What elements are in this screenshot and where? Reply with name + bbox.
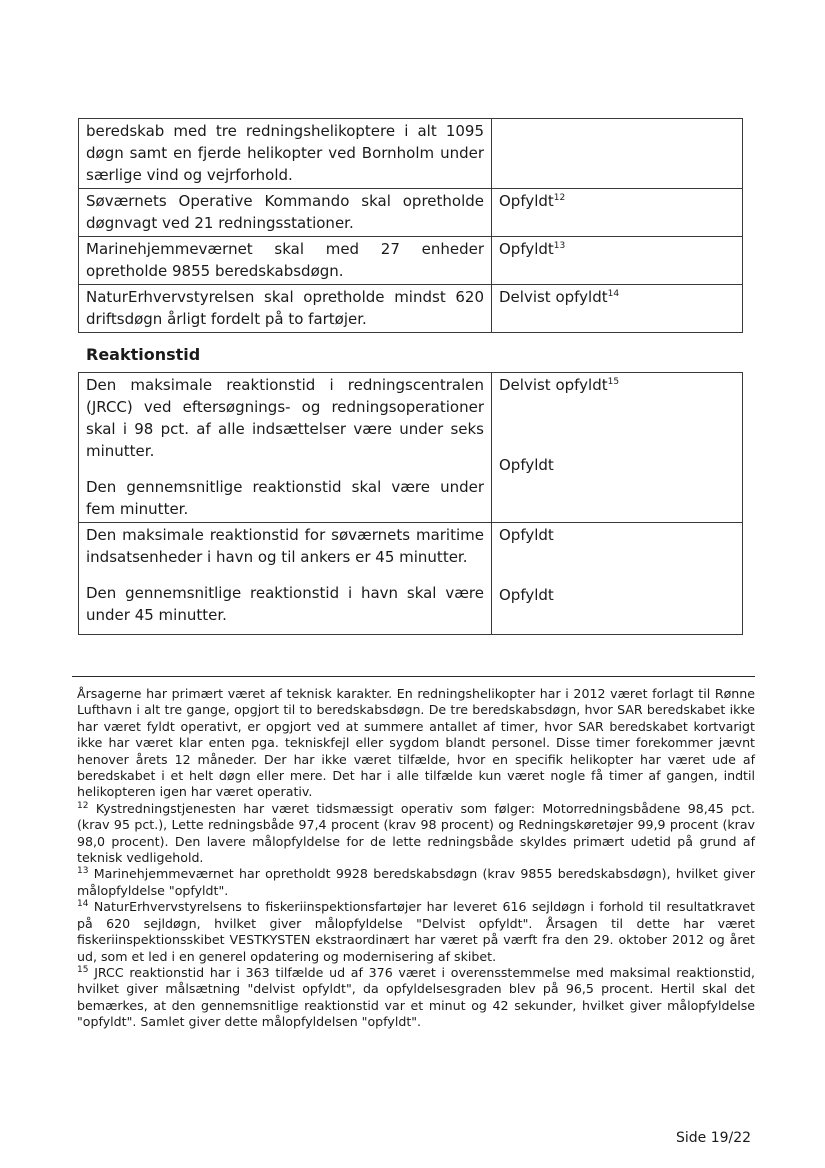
table-row [79, 119, 743, 189]
footnote-ref: 12 [553, 193, 566, 203]
footnote-divider [72, 676, 755, 677]
requirement-cell [79, 523, 492, 635]
table-row [79, 237, 743, 285]
status-cell [492, 373, 743, 523]
page-number: Side 19/22 [676, 1130, 752, 1146]
requirement-cell: NaturErhvervstyrelsen skal opretholde mindst 620 driftsdøgn årligt fordelt på to fartøjer. [79, 285, 492, 333]
footnote [77, 801, 755, 867]
requirement-text: Den maksimale reaktionstid i redningscentralen (JRCC) ved eftersøgnings- og redningsoperationer skal i 98 pct. af alle indsættelser være under seks minutter. [86, 376, 484, 460]
footnote [77, 866, 755, 899]
status-text: Opfyldt [499, 192, 554, 210]
status-text: Opfyldt [499, 586, 554, 604]
status-text: Opfyldt [499, 526, 554, 544]
footnote-text: NaturErhvervstyrelsens to fiskeriinspektionsfartøjer har leveret 616 sejldøgn i forhold til resultatkravet på 620 sejldøgn, hvilket giver målopfyldelse "Delvist opfyldt". Årsagen til dette har været fiskeriinspektionsskibet VESTKYSTEN ekstraordinært har været på værft fra den 29. oktober 2012 og året ud, som et led i en generel opdatering og modernisering af skibet. [77, 899, 755, 964]
status-cell [492, 189, 743, 237]
footnote [77, 899, 755, 965]
requirement-cell: Søværnets Operative Kommando skal opretholde døgnvagt ved 21 redningsstationer. [79, 189, 492, 237]
requirement-text: Den gennemsnitlige reaktionstid i havn skal være under 45 minutter. [86, 584, 484, 624]
requirement-text: Den gennemsnitlige reaktionstid skal være under fem minutter. [86, 478, 484, 518]
footnote-number: 12 [77, 800, 89, 811]
status-text: Delvist opfyldt [499, 288, 608, 306]
requirement-cell: Marinehjemmeværnet skal med 27 enheder opretholde 9855 beredskabsdøgn. [79, 237, 492, 285]
footnote-ref: 14 [607, 289, 620, 299]
table-row [79, 373, 743, 523]
table-row [79, 285, 743, 333]
status-cell [492, 523, 743, 635]
footnotes [77, 686, 755, 1031]
status-text: Opfyldt [499, 456, 554, 474]
status-cell [492, 285, 743, 333]
footnote-text: Kystredningstjenesten har været tidsmæssigt operativ som følger: Motorredningsbådene 98,45 pct. (krav 95 pct.), Lette redningsbåde 97,4 procent (krav 98 procent) og Redningskøretøjer 99,9 procent (krav 98,0 procent). Den lavere målopfyldelse for de lette redningsbåde skyldes primært udetid på grund af teknisk vedligehold. [77, 800, 755, 866]
requirement-text: Den maksimale reaktionstid for søværnets maritime indsatsenheder i havn og til ankers er 45 minutter. [86, 526, 484, 566]
table-row [79, 189, 743, 237]
footnote-continuation: Årsagerne har primært været af teknisk karakter. En redningshelikopter har i 2012 været forlagt til Rønne Lufthavn i alt tre gange, opgjort til to beredskabsdøgn. De tre beredskabsdøgn, hvor SAR beredskabet ikke har været fyldt operativt, er opgjort ved at summere antallet af timer, hvor SAR beredskabet kortvarigt ikke har været klar enten pga. tekniskfejl eller sygdom blandt personel. Disse timer forekommer jævnt henover årets 12 måneder. Der har ikke været tilfælde, hvor en specifik helikopter har været ude af beredskabet i et helt døgn eller mere. Det har i alle tilfælde kun været nogle få timer af gangen, indtil helikopteren igen har været operativ. [77, 686, 755, 800]
section-heading: Reaktionstid [86, 345, 201, 364]
footnote-ref: 15 [607, 377, 620, 387]
status-text: Delvist opfyldt [499, 376, 608, 394]
requirements-table-top [78, 118, 743, 333]
footnote-text: Marinehjemmeværnet har opretholdt 9928 beredskabsdøgn (krav 9855 beredskabsdøgn), hvilket giver målopfyldelse "opfyldt". [77, 866, 756, 898]
status-text: Opfyldt [499, 240, 554, 258]
requirement-cell: beredskab med tre redningshelikoptere i alt 1095 døgn samt en fjerde helikopter ved Bornholm under særlige vind og vejrforhold. [79, 119, 492, 189]
footnote [77, 965, 755, 1031]
table-row [79, 523, 743, 635]
status-cell [492, 119, 743, 189]
requirement-cell [79, 373, 492, 523]
footnote-number: 14 [77, 899, 89, 910]
footnote-text: JRCC reaktionstid har i 363 tilfælde ud af 376 været i overensstemmelse med maksimal reaktionstid, hvilket giver målsætning "delvist opfyldt", da opfyldelsesgraden blev på 96,5 procent. Hertil skal det bemærkes, at den gennemsnitlige reaktionstid var et minut og 42 sekunder, hvilket giver målopfyldelse "opfyldt". Samlet giver dette målopfyldelsen "opfyldt". [77, 964, 755, 1030]
footnote-number: 13 [77, 866, 89, 877]
footnote-number: 15 [77, 964, 89, 975]
reaction-time-table [78, 372, 743, 635]
footnote-ref: 13 [553, 241, 566, 251]
status-cell [492, 237, 743, 285]
